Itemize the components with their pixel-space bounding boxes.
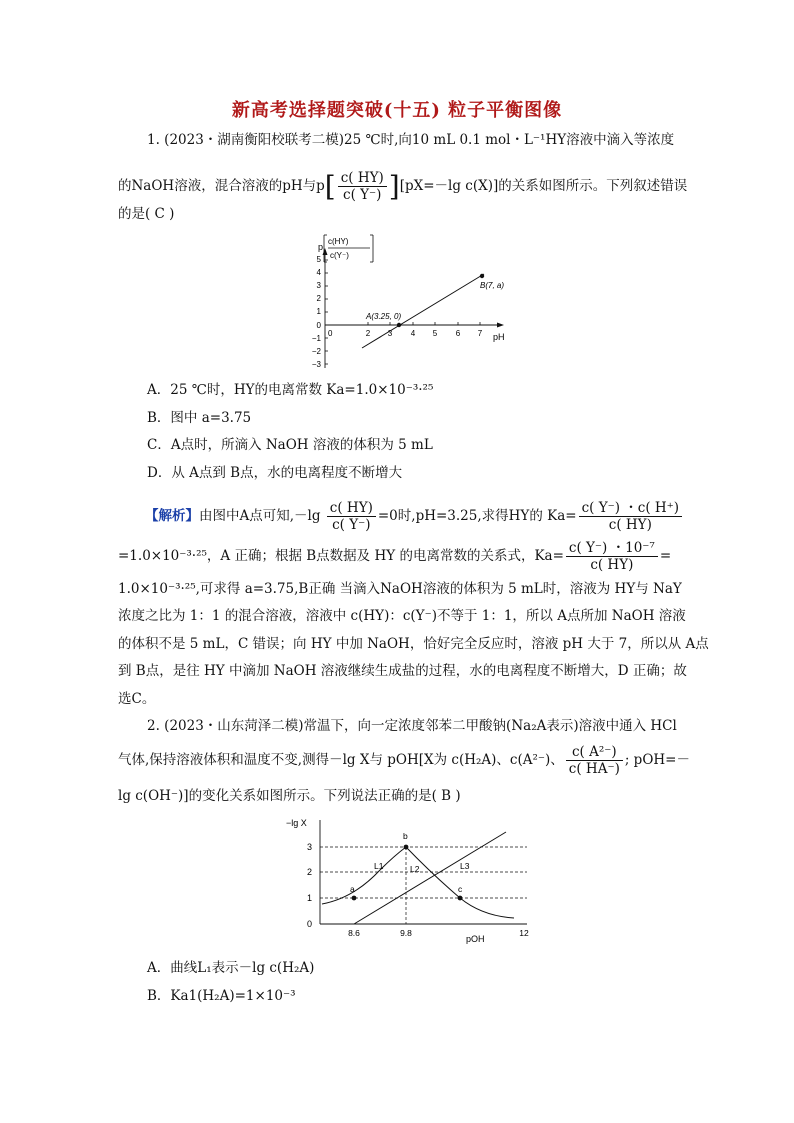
q1-line-3: 的是( C ): [118, 206, 175, 222]
chart2-label-c: c: [458, 884, 463, 894]
q1-line-1: 1. (2023・湖南衡阳校联考二模)25 ℃时,向10 mL 0.1 mol・L⁻¹HY溶液中滴入等浓度: [147, 132, 675, 148]
chart1-ylabel-p: p: [318, 242, 324, 252]
chart1-label-b: B(7, a): [480, 281, 505, 290]
chart1-ytick-0: 0: [316, 321, 321, 330]
chart1-xtick-7: 7: [477, 329, 483, 338]
chart1-ytick-1: 1: [316, 307, 321, 316]
chart2-ytick-0: 0: [306, 919, 312, 929]
chart1-ytick-2: 2: [316, 294, 321, 303]
q2-line-3: lg c(OH⁻)]的变化关系如图所示。下列说法正确的是( B ): [118, 788, 461, 804]
analysis-line-3: 1.0×10⁻³·²⁵,可求得 a=3.75,B正确 当滴入NaOH溶液的体积为 5 mL时，溶液为 HY与 NaY: [118, 581, 682, 597]
q2-line-1: 2. (2023・山东菏泽二模)常温下，向一定浓度邻苯二甲酸钠(Na₂A表示)溶液中通入 HCl: [147, 718, 677, 734]
chart1-ylabel-num: c(HY): [328, 237, 349, 246]
chart1-ylabel-den: c(Y⁻): [330, 251, 349, 260]
q2-line-2b: ; pOH=－: [624, 752, 690, 768]
chart1-ytick-3: 3: [316, 281, 321, 290]
chart1-line: [362, 274, 484, 348]
chart2-xtick-98: 9.8: [400, 928, 412, 938]
chart2-label-l2: L2: [410, 864, 420, 874]
chart1-label-a: A(3.25, 0): [366, 312, 402, 321]
q1-option-c: C．A点时，所滴入 NaOH 溶液的体积为 5 mL: [147, 437, 433, 453]
chart1-xtick-6: 6: [455, 329, 461, 338]
chart-1: [300, 230, 530, 372]
analysis-line-1: [145, 500, 705, 533]
q1-line-2: 的NaOH溶液，混合溶液的pH与p[ $\frac{c( HY)}{c( Y^-)}$ ][pX=－lg c(X)]的关系如图所示。下列叙述错误: [118, 169, 688, 203]
chart2-point-a: [352, 896, 357, 901]
analysis-frac-1: $\frac{c( HY)}{c( Y^-)}$: [327, 500, 376, 533]
chart1-ytick-m2: −2: [311, 347, 321, 356]
q2-line-2: [118, 744, 690, 777]
chart2-ytick-2: 2: [306, 867, 312, 877]
q1-option-b: B．图中 a=3.75: [147, 410, 252, 426]
q1-line-2a: 的NaOH溶液，混合溶液的pH与p: [118, 178, 325, 194]
analysis-line-6: 到 B点，是往 HY 中滴加 NaOH 溶液继续生成盐的过程，水的电离程度不断增大，D 正确；故: [118, 663, 687, 679]
chart-2: [282, 812, 542, 952]
chart2-label-b: b: [403, 831, 408, 841]
chart1-xlabel: pH: [493, 332, 505, 342]
q1-line-2b: [pX=－lg c(X)]的关系如图所示。下列叙述错误: [399, 178, 688, 194]
chart1-ytick-m1: −1: [311, 334, 321, 343]
q2-line-2a: 气体,保持溶液体积和温度不变,测得－lg X与 pOH[X为 c(H₂A)、c(A²⁻)、: [118, 752, 564, 768]
analysis-line-7: 选C。: [118, 691, 156, 707]
analysis-l2b: =: [659, 548, 672, 564]
chart2-xtick-12: 12: [519, 928, 529, 938]
chart2-label-a: a: [350, 884, 355, 894]
q2-ratio-fraction: $\frac{\text{c( A²⁻)}}{c( HA^-)}$: [566, 744, 623, 777]
chart1-xtick-2: 2: [365, 329, 371, 338]
chart2-xtick-86: 8.6: [348, 928, 360, 938]
chart1-xtick-3: 3: [387, 329, 393, 338]
chart1-ytick-4: 4: [316, 268, 321, 277]
page-title: 新高考选择题突破(十五) 粒子平衡图像: [231, 100, 563, 121]
analysis-frac-2: $\frac{c( Y^-) ・c( H^+)}{c( HY)}$: [579, 500, 683, 533]
q2-option-a: A．曲线L₁表示－lg c(H₂A): [147, 960, 315, 976]
chart1-xtick-4: 4: [410, 329, 416, 338]
analysis-line-4: 浓度之比为 1：1 的混合溶液，溶液中 c(HY)：c(Y⁻)不等于 1：1，所以 A点所加 NaOH 溶液: [118, 608, 686, 624]
chart1-xtick-5: 5: [432, 329, 438, 338]
q1-option-d: D．从 A点到 B点，水的电离程度不断增大: [147, 465, 403, 481]
chart1-ytick-m3: −3: [311, 360, 321, 369]
q2-option-b: B．Ka1(H₂A)=1×10⁻³: [147, 988, 296, 1004]
chart2-line-l3: [354, 832, 506, 924]
chart2-ytick-1: 1: [306, 893, 312, 903]
analysis-l2a: =1.0×10⁻³·²⁵，A 正确；根据 B点数据及 HY 的电离常数的关系式，Ka=: [118, 548, 564, 564]
chart2-ytick-3: 3: [306, 842, 312, 852]
analysis-line-2: [118, 540, 678, 573]
chart2-point-c: [458, 896, 463, 901]
chart1-point-b: [480, 274, 484, 278]
analysis-l1a: 由图中A点可知,－lg: [199, 508, 321, 524]
chart2-curve-l1: [322, 847, 406, 904]
analysis-l1b: =0时,pH=3.25,求得HY的 Ka=: [377, 508, 577, 524]
chart2-label-l3: L3: [460, 861, 470, 871]
chart2-point-b: [404, 845, 409, 850]
chart1-point-a: [397, 323, 401, 327]
q1-ratio-fraction: $\frac{c( HY)}{c( Y^-)}$: [338, 170, 387, 203]
analysis-tag: 【解析】: [145, 508, 199, 524]
chart2-xlabel: pOH: [466, 934, 485, 944]
chart1-ytick-5: 5: [316, 255, 321, 264]
chart1-origin: 0: [328, 329, 333, 338]
analysis-line-5: 的体积不是 5 mL，C 错误；向 HY 中加 NaOH，恰好完全反应时，溶液 pH 大于 7，所以从 A点: [118, 636, 709, 652]
q1-option-a: A．25 ℃时，HY的电离常数 Ka=1.0×10⁻³·²⁵: [147, 382, 434, 398]
chart2-ylabel: −lg X: [286, 818, 307, 828]
chart2-label-l1: L1: [374, 861, 384, 871]
analysis-frac-3: $\frac{\text{c( Y⁻) ・10⁻⁷}}{c( HY)}$: [566, 540, 658, 573]
